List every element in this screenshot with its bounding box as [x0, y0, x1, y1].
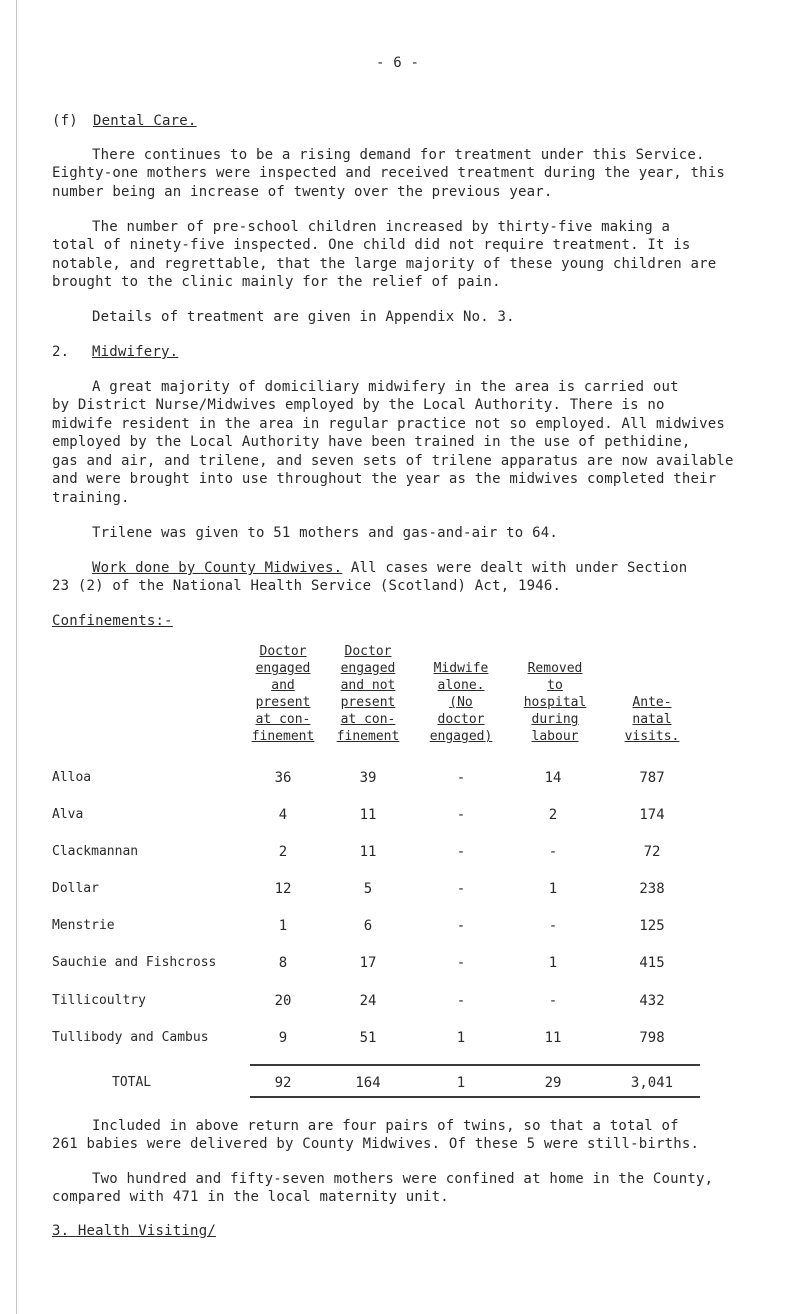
cell: -: [548, 993, 558, 1009]
cell: 20: [274, 993, 292, 1009]
total-cell: 164: [355, 1075, 381, 1091]
cell: 432: [639, 993, 665, 1009]
area-name: Tillicoultry: [52, 993, 146, 1008]
total-rule-bottom: [250, 1096, 700, 1098]
table-row: [0, 770, 800, 790]
cell: 12: [274, 881, 292, 897]
midwifery-p3-line2: 23 (2) of the National Health Service (Scotland) Act, 1946.: [52, 578, 562, 594]
total-cell: 1: [456, 1075, 466, 1091]
area-name: Menstrie: [52, 918, 115, 933]
dental-p2-line2: total of ninety-five inspected. One child did not require treatment. It is: [52, 237, 691, 253]
table-row: [0, 1030, 800, 1050]
cell: 11: [359, 844, 377, 860]
col-header-midwife-alone: Midwife alone. (No doctor engaged): [429, 661, 493, 744]
cell: 14: [544, 770, 562, 786]
midwifery-heading-num: 2.: [52, 344, 70, 360]
cell: 9: [278, 1030, 288, 1046]
area-name: Tullibody and Cambus: [52, 1030, 209, 1045]
cell: -: [456, 881, 466, 897]
continued-heading: 3. Health Visiting/: [52, 1223, 216, 1239]
table-row: [0, 993, 800, 1013]
cell: 6: [363, 918, 373, 934]
cell: 11: [544, 1030, 562, 1046]
cell: -: [456, 955, 466, 971]
home-line2: compared with 471 in the local maternity unit.: [52, 1189, 449, 1205]
county-midwives-heading: Work done by County Midwives.: [92, 560, 343, 576]
total-cell: 29: [544, 1075, 562, 1091]
area-name: Clackmannan: [52, 844, 139, 859]
cell: 17: [359, 955, 377, 971]
cell: 2: [548, 807, 558, 823]
col-header-doctor-not-present: Doctor engaged and not present at con- finement: [336, 644, 400, 744]
table-row: [0, 955, 800, 975]
cell: 1: [278, 918, 288, 934]
col-header-removed-to-hospital: Removed to hospital during labour: [523, 661, 587, 744]
cell: -: [456, 770, 466, 786]
cell: 72: [643, 844, 661, 860]
dental-p2-line3: notable, and regrettable, that the large majority of these young children are: [52, 256, 717, 272]
cell: 1: [548, 955, 558, 971]
midwifery-p1-line7: training.: [52, 490, 130, 506]
table-row: [0, 918, 800, 938]
cell: -: [548, 918, 558, 934]
cell: -: [548, 844, 558, 860]
total-row: [0, 1075, 800, 1095]
home-line1: Two hundred and fifty-seven mothers were confined at home in the County,: [92, 1171, 714, 1187]
cell: -: [456, 993, 466, 1009]
midwifery-p3-rest: All cases were dealt with under Section: [342, 560, 688, 576]
midwifery-p1-line1: A great majority of domiciliary midwifery in the area is carried out: [92, 379, 679, 395]
dental-p1-line2: Eighty-one mothers were inspected and received treatment during the year, this: [52, 165, 726, 181]
table-row: [0, 807, 800, 827]
midwifery-p1-line3: midwife resident in the area in regular practice not so employed. All midwives: [52, 416, 726, 432]
midwifery-heading: Midwifery.: [92, 344, 179, 360]
cell: 125: [639, 918, 665, 934]
cell: 36: [274, 770, 292, 786]
cell: 8: [278, 955, 288, 971]
twins-line1: Included in above return are four pairs of twins, so that a total of: [92, 1118, 679, 1134]
area-name: Sauchie and Fishcross: [52, 955, 217, 970]
confinements-label: Confinements:-: [52, 613, 173, 629]
total-cell: 92: [274, 1075, 292, 1091]
area-name: Dollar: [52, 881, 99, 896]
cell: 415: [639, 955, 665, 971]
dental-p2-line1: The number of pre-school children increased by thirty-five making a: [92, 219, 671, 235]
cell: -: [456, 844, 466, 860]
twins-line2: 261 babies were delivered by County Midwives. Of these 5 were still-births.: [52, 1136, 700, 1152]
area-name: Alloa: [52, 770, 92, 785]
cell: 787: [639, 770, 665, 786]
cell: 1: [456, 1030, 466, 1046]
midwifery-p3-line1: [92, 559, 687, 577]
cell: 39: [359, 770, 377, 786]
dental-heading-prefix: (f): [52, 113, 78, 129]
cell: 1: [548, 881, 558, 897]
col-header-doctor-present: Doctor engaged and present at con- finement: [251, 644, 315, 744]
cell: 5: [363, 881, 373, 897]
cell: 798: [639, 1030, 665, 1046]
dental-p2-line4: brought to the clinic mainly for the relief of pain.: [52, 274, 501, 290]
total-rule-top: [250, 1064, 700, 1066]
midwifery-p2: Trilene was given to 51 mothers and gas-and-air to 64.: [92, 525, 558, 541]
total-label: TOTAL: [112, 1075, 152, 1090]
area-name: Alva: [52, 807, 84, 822]
total-cell: 3,041: [630, 1075, 674, 1091]
dental-p3: Details of treatment are given in Appendix No. 3.: [92, 309, 515, 325]
cell: -: [456, 918, 466, 934]
page-number: - 6 -: [376, 55, 420, 71]
cell: 11: [359, 807, 377, 823]
dental-p1-line3: number being an increase of twenty over the previous year.: [52, 184, 553, 200]
cell: 51: [359, 1030, 377, 1046]
midwifery-p1-line2: by District Nurse/Midwives employed by the Local Authority. There is no: [52, 397, 665, 413]
col-header-antenatal-visits: Ante- natal visits.: [624, 695, 680, 744]
cell: -: [456, 807, 466, 823]
midwifery-p1-line5: gas and air, and trilene, and seven sets of trilene apparatus are now available: [52, 453, 734, 469]
dental-p1-line1: There continues to be a rising demand for treatment under this Service.: [92, 147, 705, 163]
cell: 174: [639, 807, 665, 823]
cell: 24: [359, 993, 377, 1009]
dental-heading: Dental Care.: [93, 113, 197, 129]
scan-edge: [16, 0, 17, 1314]
table-row: [0, 844, 800, 864]
cell: 238: [639, 881, 665, 897]
table-row: [0, 881, 800, 901]
midwifery-p1-line4: employed by the Local Authority have been trained in the use of pethidine,: [52, 434, 691, 450]
cell: 2: [278, 844, 288, 860]
midwifery-p1-line6: and were brought into use throughout the year as the midwives completed their: [52, 471, 717, 487]
cell: 4: [278, 807, 288, 823]
